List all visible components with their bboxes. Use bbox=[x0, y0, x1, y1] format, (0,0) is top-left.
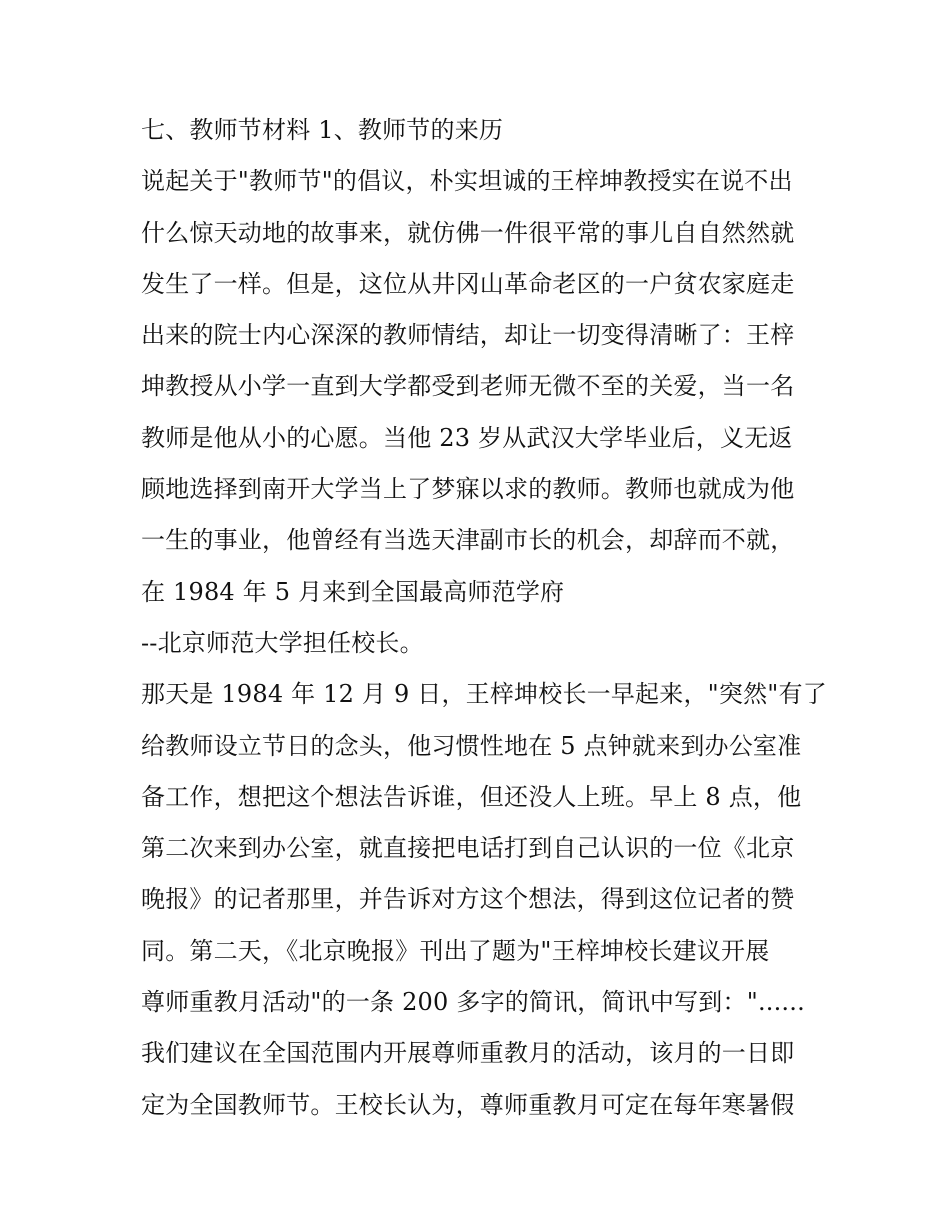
text-line: 定为全国教师节。王校长认为，尊师重教月可定在每年寒暑假 bbox=[141, 1090, 795, 1119]
text-line: 在 1984 年 5 月来到全国最高师范学府 bbox=[141, 577, 565, 606]
text-line: 出来的院士内心深深的教师情结，却让一切变得清晰了：王梓 bbox=[141, 321, 795, 350]
text-line: 说起关于"教师节"的倡议，朴实坦诚的王梓坤教授实在说不出 bbox=[141, 167, 793, 196]
text-line: 什么惊天动地的故事来，就仿佛一件很平常的事儿自自然然就 bbox=[141, 218, 795, 247]
text-line: 一生的事业，他曾经有当选天津副市长的机会，却辞而不就， bbox=[141, 526, 795, 555]
text-line: 同。第二天，《北京晚报》刊出了题为"王梓坤校长建议开展 bbox=[141, 936, 770, 965]
text-line: 晚报》的记者那里，并告诉对方这个想法，得到这位记者的赞 bbox=[141, 885, 795, 914]
text-line: 那天是 1984 年 12 月 9 日，王梓坤校长一早起来，"突然"有了 bbox=[141, 680, 827, 709]
document-body bbox=[141, 110, 827, 1136]
text-line: 备工作，想把这个想法告诉谁，但还没人上班。早上 8 点，他 bbox=[141, 782, 802, 811]
text-line: 发生了一样。但是，这位从井冈山革命老区的一户贫农家庭走 bbox=[141, 269, 795, 298]
text-line: --北京师范大学担任校长。 bbox=[141, 628, 424, 657]
text-line: 第二次来到办公室，就直接把电话打到自己认识的一位《北京 bbox=[141, 834, 795, 863]
text-line: 尊师重教月活动"的一条 200 多字的简讯，简讯中写到："...... bbox=[141, 988, 805, 1017]
text-line: 教师是他从小的心愿。当他 23 岁从武汉大学毕业后，义无返 bbox=[141, 423, 793, 452]
text-line: 坤教授从小学一直到大学都受到老师无微不至的关爱，当一名 bbox=[141, 372, 795, 401]
text-line: 我们建议在全国范围内开展尊师重教月的活动，该月的一日即 bbox=[141, 1039, 795, 1068]
text-line: 顾地选择到南开大学当上了梦寐以求的教师。教师也就成为他 bbox=[141, 475, 795, 504]
section-heading: 七、教师节材料 1、教师节的来历 bbox=[141, 116, 504, 144]
text-line: 给教师设立节日的念头，他习惯性地在 5 点钟就来到办公室准 bbox=[141, 731, 802, 760]
